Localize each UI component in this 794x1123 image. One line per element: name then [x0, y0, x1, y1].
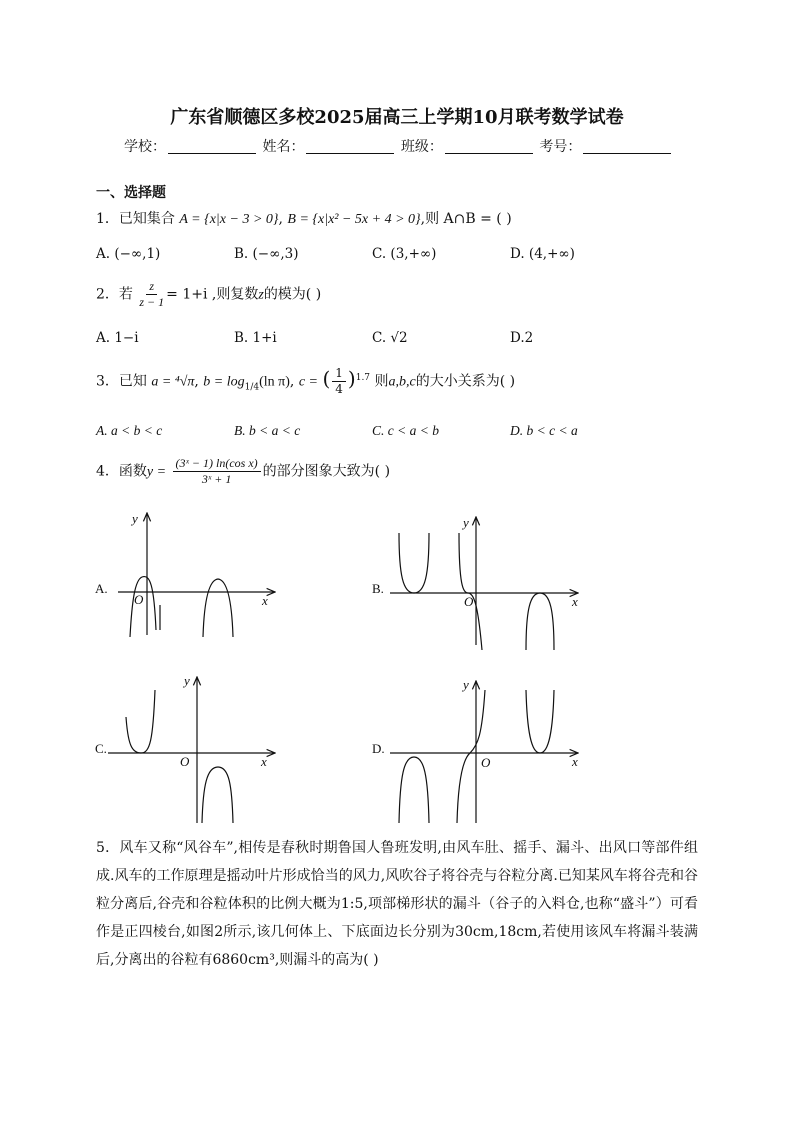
graph-c-origin: O [180, 754, 190, 769]
question-5 [96, 834, 698, 974]
q2-eq: = 1+i ,则复数 [166, 286, 259, 303]
graph-b-y: y [463, 515, 469, 530]
q3-ask-vars: a,b,c [388, 374, 416, 390]
graph-a-x: x [262, 593, 268, 608]
q4-ask: 的部分图象大致为( ) [262, 463, 391, 480]
student-info [124, 136, 673, 156]
graph-a-label: A. [95, 581, 108, 596]
graph-d-origin: O [481, 755, 491, 770]
q2-var: z [258, 287, 264, 303]
q3-option-a[interactable]: A. a < b < c [96, 423, 163, 438]
q3-b-arg: (ln π) [259, 374, 290, 390]
q5-number: 5． [96, 840, 120, 856]
graph-b[interactable] [390, 517, 578, 650]
q3-b-expr: b = log [203, 374, 245, 390]
name-blank[interactable] [306, 139, 394, 154]
q3-c-exp: 1.7 [355, 372, 371, 383]
graph-a-y: y [132, 511, 138, 526]
q1-number: 1． [96, 211, 119, 227]
graph-b-x: x [572, 594, 578, 609]
q4-frac-num: (3ˣ − 1) ln(cos x) [173, 456, 261, 472]
q2-ask: 的模为( ) [263, 286, 322, 303]
graph-d-y: y [463, 677, 469, 692]
q3-option-c[interactable]: C. c < a < b [372, 423, 439, 438]
q5-text: 风车又称“风谷车”,相传是春秋时期鲁国人鲁班发明,由风车肚、摇手、漏斗、出风口等部件组成.风车的工作原理是摇动叶片形成恰当的风力,风吹谷子将谷壳与谷粒分离.已知某风车将谷壳和谷粒分离后,谷壳和谷粒体积的比例大概为1:5,项部梯形状的漏斗（谷子的入料仓,也称“盛斗”）可看作是正四棱台,如图2所示,该几何体上、下底面边长分别为30cm,18cm,若使用该风车将漏斗装满后,分离出的谷粒有 [96, 840, 698, 968]
section-heading: 一、选择题 [96, 185, 166, 201]
q3-number: 3． [96, 373, 119, 390]
graph-b-label: B. [372, 581, 384, 596]
q1-option-b[interactable]: B. (−∞,3) [234, 246, 299, 262]
number-blank[interactable] [583, 139, 671, 154]
q1-option-a[interactable]: A. (−∞,1) [96, 246, 161, 262]
q2-option-c[interactable]: C. √2 [372, 330, 408, 346]
name-label: 姓名： [262, 139, 305, 155]
page-title: 广东省顺德区多校2025届高三上学期10月联考数学试卷 [170, 107, 624, 128]
graph-d-x: x [572, 754, 578, 769]
q1-option-d[interactable]: D. (4,+∞) [510, 246, 575, 262]
q5-ask: ,则漏斗的高为( ) [274, 952, 379, 968]
q2-frac-num: z [146, 279, 157, 295]
q4-lead: 函数 [118, 463, 147, 480]
q3-option-d[interactable]: D. b < c < a [510, 423, 578, 438]
graph-a-origin: O [134, 592, 144, 607]
q2-number: 2． [96, 286, 119, 303]
q1-lead: 已知集合 [118, 211, 175, 227]
question-1: 1．已知集合 A = {x|x − 3 > 0}, B = {x|x² − 5x + 4 > 0},则 A∩B = ( ) [96, 211, 512, 227]
graph-a[interactable] [118, 513, 275, 637]
q3-ask: 的大小关系为( ) [415, 373, 516, 390]
q3-b-base: 1/4 [244, 382, 260, 393]
graph-c[interactable] [108, 677, 275, 823]
q3-a-expr: a = ⁴√π [151, 374, 195, 390]
question-4 [96, 456, 390, 487]
q1-set-b: B = {x|x² − 5x + 4 > 0} [287, 212, 421, 227]
q3-c-fraction [332, 366, 346, 397]
q4-fraction [173, 456, 261, 487]
class-blank[interactable] [445, 139, 533, 154]
graph-d-label: D. [372, 741, 385, 756]
q2-frac-den: z − 1 [139, 295, 165, 309]
q4-y: y = [146, 464, 167, 480]
number-label: 考号： [539, 139, 582, 155]
q1-set-a: A = {x|x − 3 > 0} [179, 212, 279, 227]
q3-option-b[interactable]: B. b < a < c [234, 423, 301, 438]
q2-lead: 若 [118, 286, 133, 303]
q3-lead: 已知 [118, 373, 147, 390]
q1-ask: ,则 A∩B = ( ) [420, 211, 512, 227]
graph-c-x: x [261, 754, 267, 769]
q2-option-d[interactable]: D.2 [510, 330, 534, 346]
q3-c-lead: c = [298, 374, 318, 390]
class-label: 班级： [400, 139, 443, 155]
graph-c-y: y [184, 673, 190, 688]
q4-number: 4． [96, 463, 119, 480]
question-3: 3．已知 a = ⁴√π, $b = \log_{1/4}(\ln$ π), c = ( $\frac{1}{4}$ )$^{1.7}$ 则a,b,c的大小关系为( ) [96, 366, 516, 396]
q2-option-a[interactable]: A. 1−i [96, 330, 139, 346]
q4-frac-den: 3ˣ + 1 [201, 472, 232, 486]
school-blank[interactable] [168, 139, 256, 154]
q1-option-c[interactable]: C. (3,+∞) [372, 246, 437, 262]
q3-c-den: 4 [335, 382, 343, 396]
graph-c-label: C. [95, 741, 107, 756]
q5-volume: 6860cm³ [212, 952, 275, 968]
graph-b-origin: O [464, 594, 474, 609]
q4-graphs [90, 505, 710, 825]
q3-c-num: 1 [332, 366, 346, 382]
question-2 [96, 279, 321, 310]
q2-option-b[interactable]: B. 1+i [234, 330, 277, 346]
school-label: 学校： [124, 139, 166, 155]
q2-fraction [139, 279, 164, 310]
graph-d[interactable] [390, 681, 578, 823]
q3-ask-pre: 则 [374, 373, 389, 390]
